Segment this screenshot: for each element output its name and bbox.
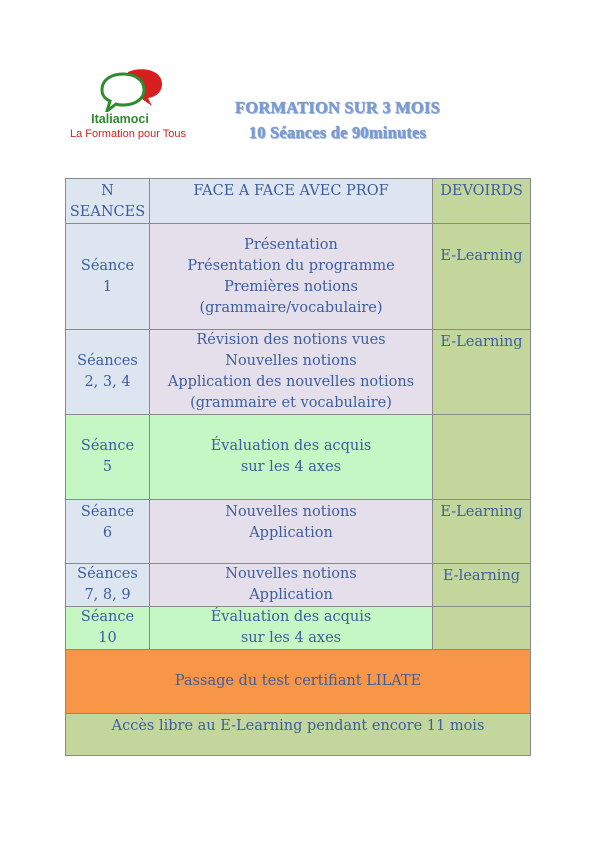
session-cell: Séance 6 xyxy=(66,500,150,564)
content-cell: Évaluation des acquis sur les 4 axes xyxy=(150,415,433,500)
content-cell: Révision des notions vues Nouvelles notions Application des nouvelles notions (grammaire et vocabulaire) xyxy=(150,330,433,415)
table-header-row xyxy=(66,179,531,224)
session-cell: Séance 10 xyxy=(66,607,150,650)
content-cell: Évaluation des acquis sur les 4 axes xyxy=(150,607,433,650)
header-homework: DEVOIRDS xyxy=(433,179,531,224)
logo xyxy=(70,68,200,148)
homework-cell: E-learning xyxy=(433,564,531,607)
table-row xyxy=(66,607,531,650)
table-row xyxy=(66,224,531,330)
content-cell: Présentation Présentation du programme Premières notions (grammaire/vocabulaire) xyxy=(150,224,433,330)
logo-brand: Italiamoci xyxy=(91,112,149,126)
header-face-to-face: FACE A FACE AVEC PROF xyxy=(150,179,433,224)
certification-test: Passage du test certifiant LILATE xyxy=(66,650,531,714)
title-line-1: FORMATION SUR 3 MOIS xyxy=(235,98,440,117)
table-row xyxy=(66,564,531,607)
schedule-table xyxy=(65,178,531,756)
title-line-2: 10 Séances de 90minutes xyxy=(248,123,427,142)
header-sessions: N SEANCES xyxy=(66,179,150,224)
homework-cell xyxy=(433,607,531,650)
homework-cell: E-Learning xyxy=(433,224,531,330)
session-cell: Séances 2, 3, 4 xyxy=(66,330,150,415)
page-title xyxy=(200,95,475,145)
homework-cell: E-Learning xyxy=(433,330,531,415)
table-row xyxy=(66,415,531,500)
session-cell: Séances 7, 8, 9 xyxy=(66,564,150,607)
content-cell: Nouvelles notions Application xyxy=(150,500,433,564)
homework-cell: E-Learning xyxy=(433,500,531,564)
homework-cell xyxy=(433,415,531,500)
speech-bubbles-icon xyxy=(98,68,168,112)
session-cell: Séance 5 xyxy=(66,415,150,500)
logo-tagline: La Formation pour Tous xyxy=(70,128,186,140)
table-row xyxy=(66,330,531,415)
elearning-access-row xyxy=(66,714,531,756)
certification-row xyxy=(66,650,531,714)
content-cell: Nouvelles notions Application xyxy=(150,564,433,607)
elearning-access: Accès libre au E-Learning pendant encore 11 mois xyxy=(66,714,531,756)
session-cell: Séance 1 xyxy=(66,224,150,330)
table-row xyxy=(66,500,531,564)
